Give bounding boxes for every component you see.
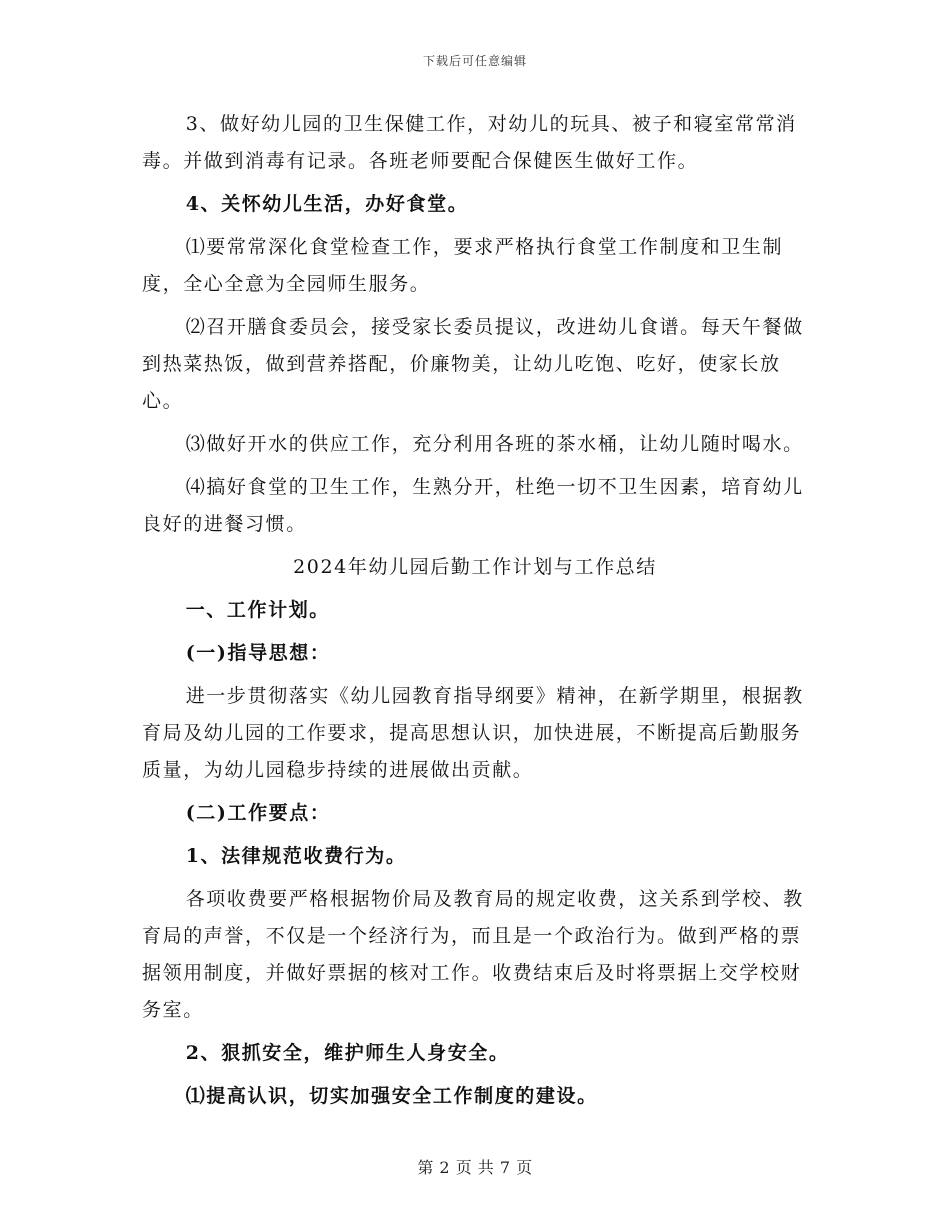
heading-fees: 1、法律规范收费行为。 bbox=[185, 845, 407, 867]
heading-canteen: 4、关怀幼儿生活，办好食堂。 bbox=[185, 193, 469, 215]
page-header-note: 下载后可任意编辑 bbox=[422, 54, 527, 68]
paragraph-canteen-4: ⑷搞好食堂的卫生工作，生熟分开，杜绝一切不卫生因素，培育幼儿良好的进餐习惯。 bbox=[142, 476, 804, 535]
heading-work-points: (二)工作要点： bbox=[185, 802, 331, 824]
document-body bbox=[142, 106, 808, 1115]
paragraph-canteen-1: ⑴要常常深化食堂检查工作，要求严格执行食堂工作制度和卫生制度，全心全意为全园师生服务。 bbox=[142, 236, 784, 295]
paragraph-canteen-3: ⑶做好开水的供应工作，充分利用各班的茶水桶，让幼儿随时喝水。 bbox=[185, 433, 804, 455]
heading-work-plan: 一、工作计划。 bbox=[185, 599, 330, 621]
paragraph-canteen-2: ⑵召开膳食委员会，接受家长委员提议，改进幼儿食谱。每天午餐做到热菜热饭，做到营养搭配，价廉物美，让幼儿吃饱、吃好，使家长放心。 bbox=[142, 316, 804, 412]
paragraph-fees: 各项收费要严格根据物价局及教育局的规定收费，这关系到学校、教育局的声誉，不仅是一个经济行为，而且是一个政治行为。做到严格的票据领用制度，并做好票据的核对工作。收费结束后及时将票据上交学校财务室。 bbox=[142, 888, 804, 1021]
paragraph-hygiene: 3、做好幼儿园的卫生保健工作，对幼儿的玩具、被子和寝室常常消毒。并做到消毒有记录。各班老师要配合保健医生做好工作。 bbox=[142, 113, 797, 172]
heading-guiding-ideology: (一)指导思想： bbox=[185, 642, 331, 664]
document-title: 2024年幼儿园后勤工作计划与工作总结 bbox=[293, 556, 657, 578]
page-footer-page-info: 第 2 页 共 7 页 bbox=[417, 1158, 533, 1177]
paragraph-guiding-ideology: 进一步贯彻落实《幼儿园教育指导纲要》精神，在新学期里，根据教育局及幼儿园的工作要求，提高思想认识，加快进展，不断提高后勤服务质量，为幼儿园稳步持续的进展做出贡献。 bbox=[142, 685, 804, 781]
heading-safety-1: ⑴提高认识，切实加强安全工作制度的建设。 bbox=[185, 1085, 598, 1107]
heading-safety: 2、狠抓安全，维护师生人身安全。 bbox=[185, 1042, 510, 1064]
